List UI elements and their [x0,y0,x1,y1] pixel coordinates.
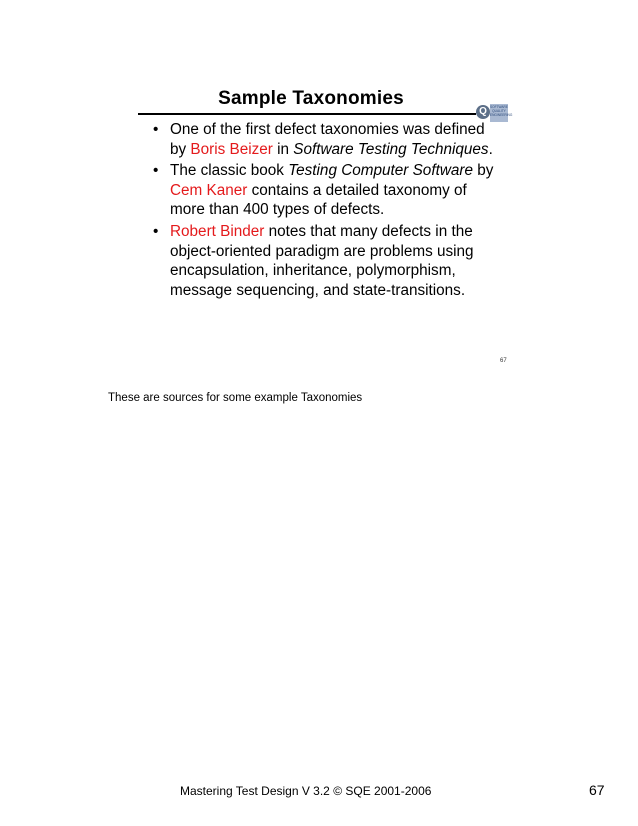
bullet-text-segment: One of the first defect taxonomies was defined by [170,121,485,158]
bullet-text-segment: contains a detailed taxonomy of more than 400 types of defects. [170,181,467,219]
slide-number: 67 [500,358,507,364]
bullet-text-segment: The classic book [170,162,289,180]
logo-q-icon: Q [476,105,490,119]
bullet-text-segment: notes that many defects in the object-oriented paradigm are problems using encapsulation, inheritance, polymorphism, message sequencing, and state-transitions. [170,222,474,299]
bullet-text-segment: Testing Computer Software [288,162,473,180]
bullet-dot-icon: • [153,222,159,240]
slide-title: Sample Taxonomies [218,88,404,109]
bullet-dot-icon: • [153,162,159,180]
page-number: 67 [589,782,605,798]
bullet-text-segment: in [272,140,294,158]
bullet-dot-icon: • [153,121,159,138]
footer-text: Mastering Test Design V 3.2 © SQE 2001-2006 [180,784,432,798]
speaker-note: These are sources for some example Taxonomies [108,392,363,404]
bullet-text-segment: Robert Binder [170,222,265,240]
bullet-list [150,120,500,302]
logo-text: SOFTWARE QUALITY ENGINEERING [490,104,508,122]
bullet-item [150,120,500,159]
bullet-text-segment: Boris Beizer [190,140,273,158]
bullet-text-segment: Cem Kaner [170,181,248,199]
bullet-text-segment: Software Testing Techniques [293,140,489,158]
bullet-text-segment: by [472,162,494,180]
bullet-item [150,222,500,300]
title-rule [138,113,476,115]
bullet-item [150,161,500,220]
bullet-text-segment: . [488,140,493,158]
